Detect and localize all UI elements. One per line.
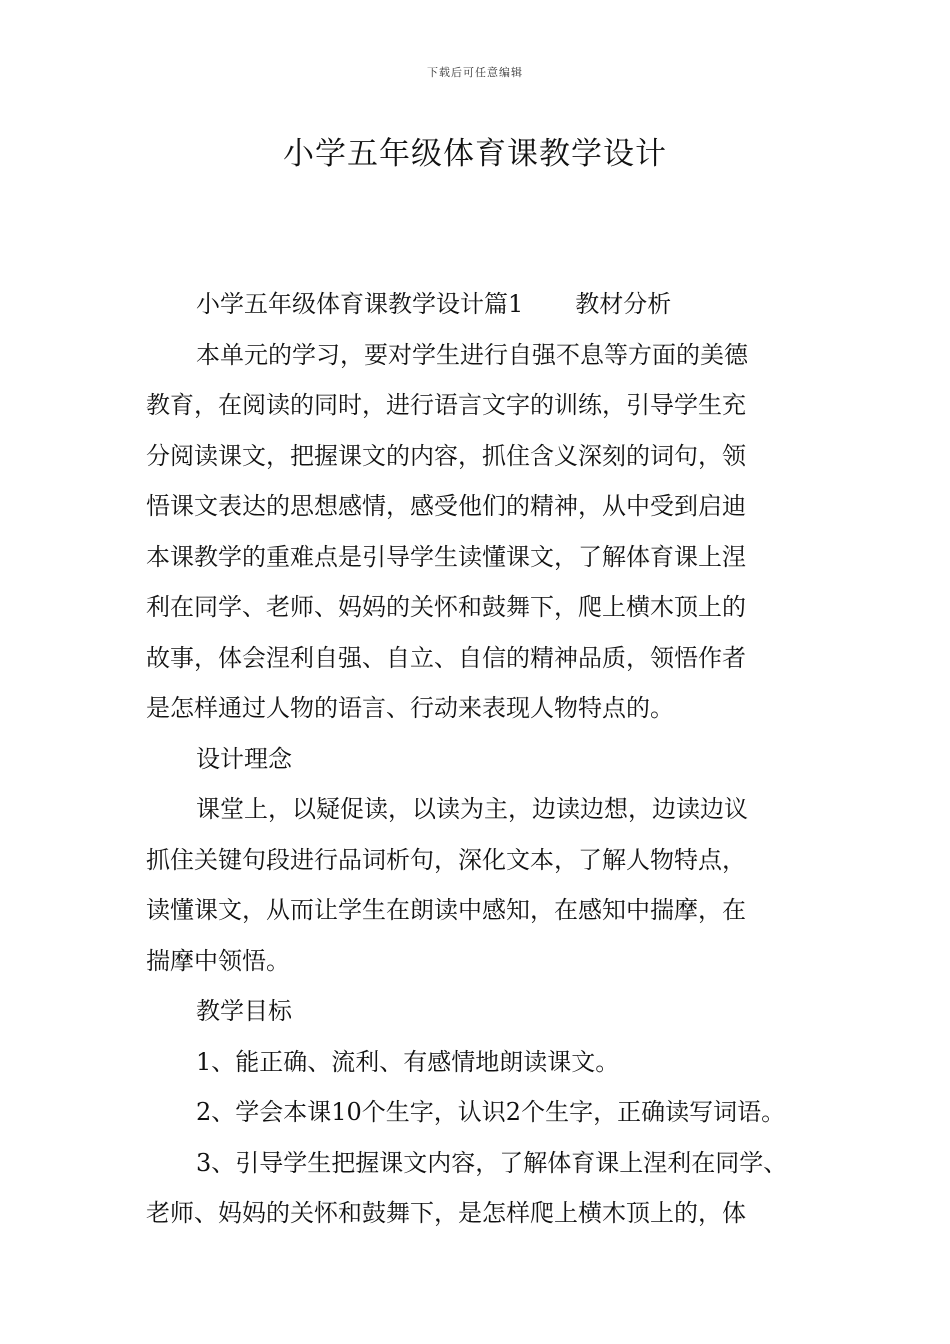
section-subheading: 教材分析 [575,290,672,318]
text-line: 教学目标 [196,997,292,1025]
text-line: 读懂课文，从而让学生在朗读中感知，在感知中揣摩，在 [146,896,746,924]
text-line: 本单元的学习，要对学生进行自强不息等方面的美德 [196,340,748,369]
document-body [146,279,826,1239]
document-title: 小学五年级体育课教学设计 [283,136,667,172]
text-line: 设计理念 [196,744,292,773]
section-heading: 小学五年级体育课教学设计篇1 [196,290,524,318]
text-line: 抓住关键句段进行品词析句，深化文本，了解人物特点， [146,845,746,874]
text-line: 3、引导学生把握课文内容，了解体育课上涅利在同学、 [196,1148,788,1177]
text-line: 本课教学的重难点是引导学生读懂课文，了解体育课上涅 [146,542,746,571]
text-line: 老师、妈妈的关怀和鼓舞下，是怎样爬上横木顶上的，体 [146,1199,746,1227]
header-note: 下载后可任意编辑 [427,66,523,79]
text-line: 教育，在阅读的同时，进行语言文字的训练，引导学生充 [146,391,746,419]
section-heading-line [146,279,826,330]
text-line: 1、能正确、流利、有感情地朗读课文。 [196,1047,620,1076]
text-line: 是怎样通过人物的语言、行动来表现人物特点的。 [146,694,674,722]
text-line: 2、学会本课10个生字，认识2个生字，正确读写词语。 [196,1098,786,1126]
text-line: 分阅读课文，把握课文的内容，抓住含义深刻的词句，领 [146,441,746,470]
text-line: 利在同学、老师、妈妈的关怀和鼓舞下，爬上横木顶上的 [146,593,746,621]
text-line: 悟课文表达的思想感情，感受他们的精神，从中受到启迪 [146,492,746,520]
text-line: 揣摩中领悟。 [146,946,290,975]
text-line: 故事，体会涅利自强、自立、自信的精神品质，领悟作者 [146,643,746,672]
paragraph-lines [146,330,826,1239]
text-line: 课堂上，以疑促读，以读为主，边读边想，边读边议 [196,795,748,823]
